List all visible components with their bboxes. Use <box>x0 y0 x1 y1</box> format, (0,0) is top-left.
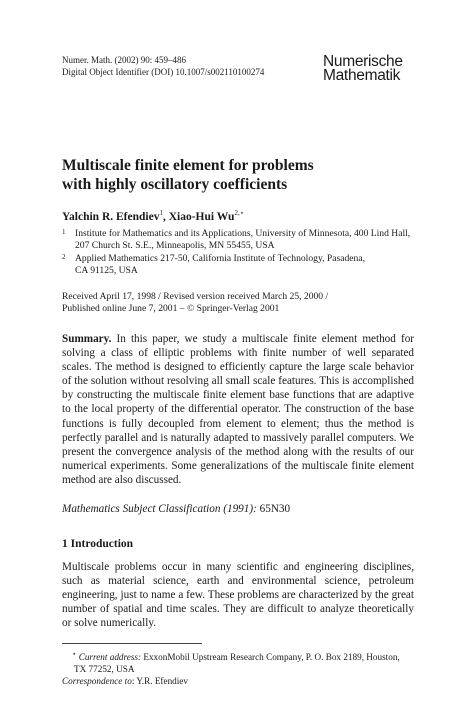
abstract-text: In this paper, we study a multiscale finite element method for solving a class of elliptic problems with finite number of well separated scales. The method is designed to efficiently capture the large scale behavior of the solution without resolving all small scale features. This is accomplished by constructing the multiscale finite element base functions that are adaptive to the local property of the differential operator. The construction of the base functions is fully decoupled from element to element; thus the method is perfectly parallel and is naturally adapted to massively parallel computers. We present the convergence analysis of the method along with the results of our numerical experiments. Some generalizations of the multiscale finite element method are also discussed. <box>62 333 415 486</box>
correspondence <box>62 675 414 687</box>
affiliation-text: Institute for Mathematics and its Applications, University of Minnesota, 400 Lind Hall, 207 Church St. S.E., Minneapolis, MN 55455, USA <box>75 228 411 251</box>
current-address-text: ExxonMobil Upstream Research Company, P. O. Box 2189, Houston, TX 77252, USA <box>74 652 400 675</box>
journal-logo <box>323 55 403 83</box>
title-line-2: with highly oscillatory coefficients <box>62 176 288 193</box>
current-address <box>62 648 414 675</box>
title-line-1: Multiscale finite element for problems <box>62 157 314 174</box>
abstract <box>62 332 414 487</box>
section-paragraph: Multiscale problems occur in many scientific and engineering disciplines, such as material science, earth and environmental science, petroleum engineering, just to name a few. These problems are characterized by the great number of spatial and time scales. They are difficult to analyze theoretically or solve numerically. <box>62 561 414 630</box>
author-name: Xiao-Hui Wu <box>168 210 235 223</box>
logo-line-1: Numerische <box>323 53 403 70</box>
affiliation-mark: 2,⋆ <box>234 209 245 217</box>
author-name: Yalchin R. Efendiev <box>62 210 160 223</box>
affiliation-item <box>62 228 414 252</box>
footnote <box>62 648 414 687</box>
current-address-label: Current address: <box>78 652 142 663</box>
received-line-2: Published online June 7, 2001 – © Springer-Verlag 2001 <box>62 303 280 314</box>
affiliation-number: 2 <box>62 253 66 261</box>
footnote-mark: ⋆ <box>72 650 77 658</box>
msc-label: Mathematics Subject Classification (1991): <box>62 503 257 515</box>
affiliation-mark: 1 <box>159 209 163 217</box>
correspondence-label: Correspondence to <box>62 676 132 687</box>
affiliation-item <box>62 253 414 277</box>
correspondence-text: : Y.R. Efendiev <box>131 676 188 687</box>
footnote-rule <box>62 643 202 644</box>
received-dates <box>62 291 422 315</box>
subject-classification <box>62 502 290 516</box>
msc-value: 65N30 <box>259 503 291 515</box>
journal-citation: Numer. Math. (2002) 90: 459–486 <box>62 55 186 65</box>
received-line-1: Received April 17, 1998 / Revised version received March 25, 2000 / <box>62 291 329 302</box>
author-separator: , <box>162 210 169 223</box>
doi-line: Digital Object Identifier (DOI) 10.1007/s002110100274 <box>62 67 265 77</box>
author-list <box>62 206 244 224</box>
affiliation-number: 1 <box>62 228 66 236</box>
abstract-label: Summary. <box>62 333 112 345</box>
logo-line-2: Mathematik <box>323 67 401 84</box>
section-heading: 1 Introduction <box>62 538 134 550</box>
paper-title <box>62 156 422 194</box>
affiliation-text: Applied Mathematics 217-50, California Institute of Technology, Pasadena, CA 91125, USA <box>75 253 366 276</box>
